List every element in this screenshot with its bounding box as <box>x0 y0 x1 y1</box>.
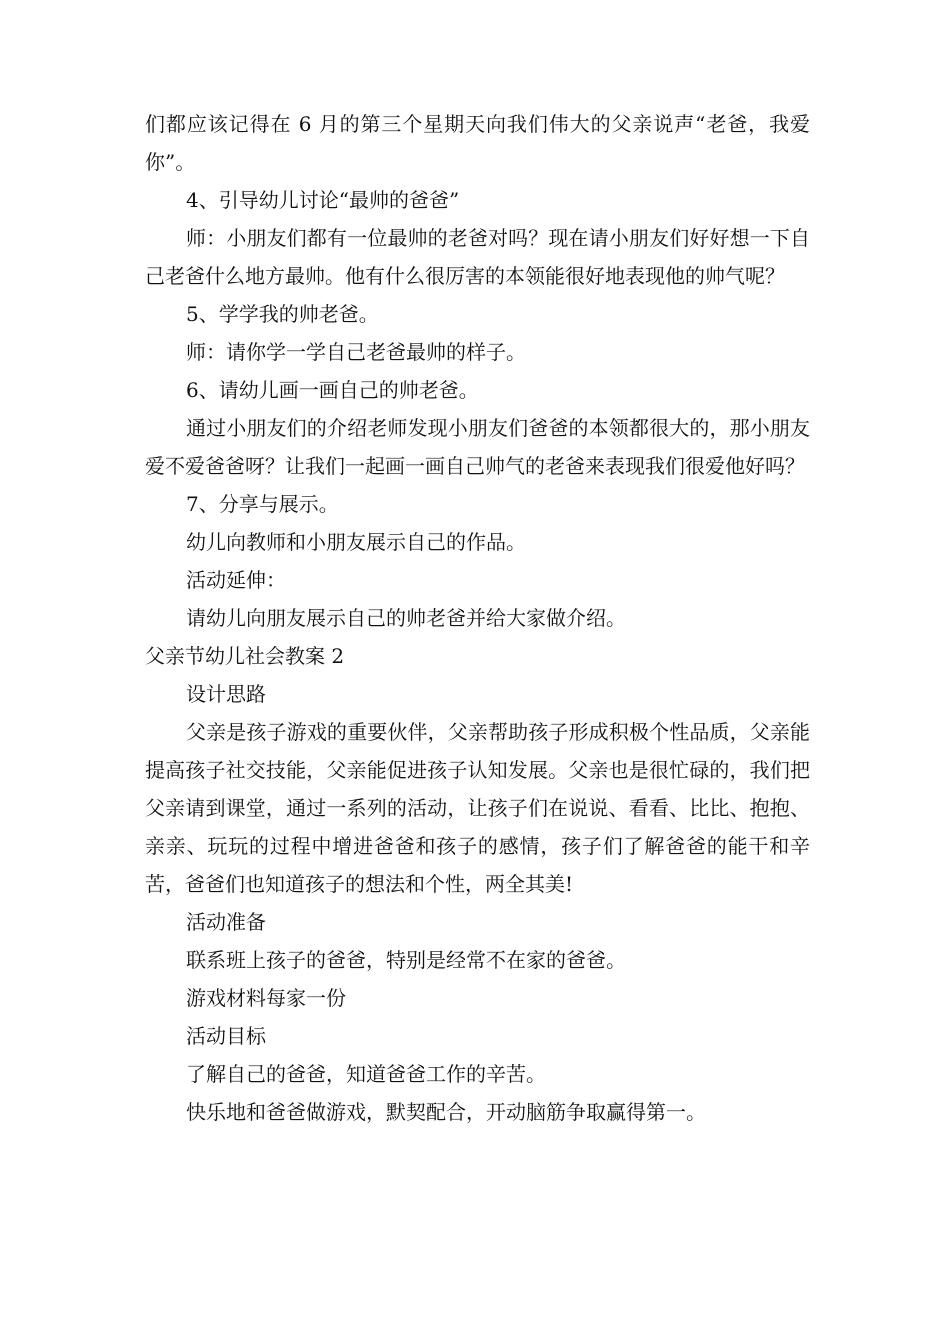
paragraph: 联系班上孩子的爸爸，特别是经常不在家的爸爸。 <box>186 948 626 972</box>
section-heading-goals: 活动目标 <box>186 1024 266 1048</box>
paragraph-step-5: 5、学学我的帅老爸。 <box>186 302 379 326</box>
paragraph-step-4: 4、引导幼儿讨论“最帅的爸爸” <box>186 188 460 212</box>
paragraph: 了解自己的爸爸，知道爸爸工作的辛苦。 <box>186 1062 546 1086</box>
paragraph: 游戏材料每家一份 <box>186 986 346 1010</box>
paragraph: 请幼儿向朋友展示自己的帅老爸并给大家做介绍。 <box>186 606 626 630</box>
paragraph: 师：请你学一学自己老爸最帅的样子。 <box>186 340 526 364</box>
paragraph: 们都应该记得在 6 月的第三个星期天向我们伟大的父亲说声“老爸，我爱你”。 <box>145 112 810 174</box>
paragraph: 师：小朋友们都有一位最帅的老爸对吗？现在请小朋友们好好想一下自己老爸什么地方最帅。他有什么很厉害的本领能很好地表现他的帅气呢？ <box>145 226 810 288</box>
paragraph: 快乐地和爸爸做游戏，默契配合，开动脑筋争取赢得第一。 <box>186 1100 706 1124</box>
section-heading-design-idea: 设计思路 <box>186 682 266 706</box>
lesson-title: 父亲节幼儿社会教案 2 <box>145 644 345 668</box>
paragraph: 通过小朋友们的介绍老师发现小朋友们爸爸的本领都很大的，那小朋友爱不爱爸爸呀？让我们一起画一画自己帅气的老爸来表现我们很爱他好吗？ <box>145 416 810 478</box>
section-heading-preparation: 活动准备 <box>186 910 266 934</box>
section-heading-activity-extension: 活动延伸： <box>186 568 286 592</box>
paragraph: 父亲是孩子游戏的重要伙伴，父亲帮助孩子形成积极个性品质，父亲能提高孩子社交技能，父亲能促进孩子认知发展。父亲也是很忙碌的，我们把父亲请到课堂，通过一系列的活动，让孩子们在说说、看看、比比、抱抱、亲亲、玩玩的过程中增进爸爸和孩子的感情，孩子们了解爸爸的能干和辛苦，爸爸们也知道孩子的想法和个性，两全其美! <box>145 720 810 896</box>
paragraph-step-7: 7、分享与展示。 <box>186 492 339 516</box>
document-body <box>145 105 810 1131</box>
paragraph: 幼儿向教师和小朋友展示自己的作品。 <box>186 530 526 554</box>
paragraph-step-6: 6、请幼儿画一画自己的帅老爸。 <box>186 378 479 402</box>
